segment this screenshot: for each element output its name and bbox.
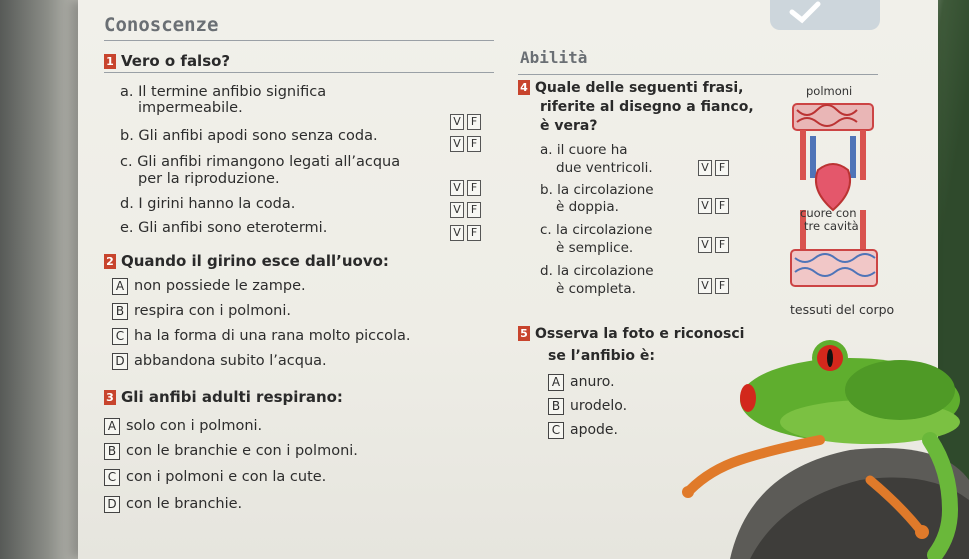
true-box[interactable]: V (450, 202, 464, 218)
q4-title-line3: è vera? (540, 118, 598, 134)
q4-item-b-line2: è doppia. (556, 199, 619, 215)
false-box[interactable]: F (467, 225, 481, 241)
option-text: abbandona subito l’acqua. (134, 353, 327, 369)
option-letter: B (548, 398, 564, 415)
q2-option-a[interactable] (112, 278, 306, 295)
q5-option-a[interactable] (548, 374, 615, 391)
q4-c-vf (698, 237, 729, 253)
true-box[interactable]: V (698, 160, 712, 176)
q1-e-vf (450, 225, 481, 241)
q2-option-d[interactable] (112, 353, 327, 370)
option-text: con i polmoni e con la cute. (126, 469, 327, 485)
book-gutter (0, 0, 78, 559)
q4-b-vf (698, 198, 729, 214)
lungs-label: polmoni (806, 84, 853, 98)
q4-item-c-line1: c. la circolazione (540, 222, 653, 238)
q1-divider (104, 72, 494, 73)
q5-title-line2: se l’anfibio è: (548, 348, 656, 364)
q1-item-c-line2: per la riproduzione. (138, 171, 280, 187)
tree-frog-photo (650, 330, 969, 559)
q1-c-vf (450, 180, 481, 196)
true-box[interactable]: V (450, 114, 464, 130)
q5-option-b[interactable] (548, 398, 627, 415)
q4-item-d-line2: è completa. (556, 281, 636, 297)
option-letter: C (112, 328, 128, 345)
q1-item-a-line2: impermeabile. (138, 100, 243, 116)
option-letter: D (112, 353, 128, 370)
option-text: solo con i polmoni. (126, 418, 263, 434)
q1-item-b: b. Gli anfibi apodi sono senza coda. (120, 128, 378, 144)
q5-option-c[interactable] (548, 422, 618, 439)
title-divider (104, 40, 494, 41)
q4-item-a-line2: due ventricoli. (556, 160, 653, 176)
false-box[interactable]: F (715, 278, 729, 294)
true-box[interactable]: V (698, 278, 712, 294)
q4-number: 4 (518, 80, 530, 95)
option-text: ha la forma di una rana molto piccola. (134, 328, 411, 344)
q2-number: 2 (104, 254, 116, 269)
q4-item-d-line1: d. la circolazione (540, 263, 654, 279)
false-box[interactable]: F (467, 202, 481, 218)
option-letter: A (104, 418, 120, 435)
option-letter: C (548, 422, 564, 439)
q4-item-a-line1: a. il cuore ha (540, 142, 628, 158)
false-box[interactable]: F (715, 160, 729, 176)
q4-item-b-line1: b. la circolazione (540, 182, 654, 198)
page-title: Conoscenze (104, 14, 219, 36)
option-letter: B (112, 303, 128, 320)
option-text: apode. (570, 422, 618, 438)
true-box[interactable]: V (698, 198, 712, 214)
option-text: non possiede le zampe. (134, 278, 306, 294)
option-text: urodelo. (570, 398, 628, 414)
option-text: anuro. (570, 374, 615, 390)
false-box[interactable]: F (715, 237, 729, 253)
q1-item-d: d. I girini hanno la coda. (120, 196, 296, 212)
q1-item-a-line1: a. Il termine anfibio significa (120, 84, 327, 100)
true-box[interactable]: V (450, 180, 464, 196)
true-box[interactable]: V (450, 136, 464, 152)
q1-d-vf (450, 202, 481, 218)
q4-d-vf (698, 278, 729, 294)
q4-heading (518, 80, 744, 96)
q1-heading (104, 52, 230, 70)
q2-option-c[interactable] (112, 328, 411, 345)
false-box[interactable]: F (467, 180, 481, 196)
option-letter: A (112, 278, 128, 295)
q3-title: Gli anfibi adulti respirano: (121, 388, 343, 406)
q3-option-b[interactable] (104, 443, 358, 460)
option-letter: A (548, 374, 564, 391)
option-letter: C (104, 469, 120, 486)
q1-title: Vero o falso? (121, 52, 231, 70)
heart-label-line2: tre cavità (804, 219, 859, 233)
q1-a-vf (450, 114, 481, 130)
q1-item-c-line1: c. Gli anfibi rimangono legati all’acqua (120, 154, 401, 170)
false-box[interactable]: F (467, 114, 481, 130)
q3-heading (104, 388, 343, 406)
q3-option-a[interactable] (104, 418, 262, 435)
option-text: con le branchie e con i polmoni. (126, 443, 358, 459)
q5-title-line1: Osserva la foto e riconosci (535, 326, 745, 342)
false-box[interactable]: F (467, 136, 481, 152)
q1-number: 1 (104, 54, 116, 69)
true-box[interactable]: V (698, 237, 712, 253)
q2-heading (104, 252, 389, 270)
circulation-icon (773, 100, 883, 290)
q4-title-line2: riferite al disegno a fianco, (540, 99, 754, 115)
ability-divider (518, 74, 878, 75)
q3-number: 3 (104, 390, 116, 405)
check-tab (770, 0, 880, 30)
tissues-label: tessuti del corpo (790, 302, 895, 317)
circulation-diagram (773, 100, 883, 290)
q5-number: 5 (518, 326, 530, 341)
q2-option-b[interactable] (112, 303, 291, 320)
q1-item-e: e. Gli anfibi sono eterotermi. (120, 220, 328, 236)
q4-item-c-line2: è semplice. (556, 240, 634, 256)
q3-option-d[interactable] (104, 496, 242, 513)
q1-b-vf (450, 136, 481, 152)
ability-title: Abilità (520, 48, 588, 67)
checkmark-icon (770, 0, 880, 30)
false-box[interactable]: F (715, 198, 729, 214)
q4-title-line1: Quale delle seguenti frasi, (535, 80, 744, 96)
option-letter: B (104, 443, 120, 460)
option-text: respira con i polmoni. (134, 303, 292, 319)
option-letter: D (104, 496, 120, 513)
heart-label-line1: cuore con (800, 206, 857, 220)
option-text: con le branchie. (126, 496, 243, 512)
q3-option-c[interactable] (104, 469, 326, 486)
q4-a-vf (698, 160, 729, 176)
q2-title: Quando il girino esce dall’uovo: (121, 252, 389, 270)
true-box[interactable]: V (450, 225, 464, 241)
